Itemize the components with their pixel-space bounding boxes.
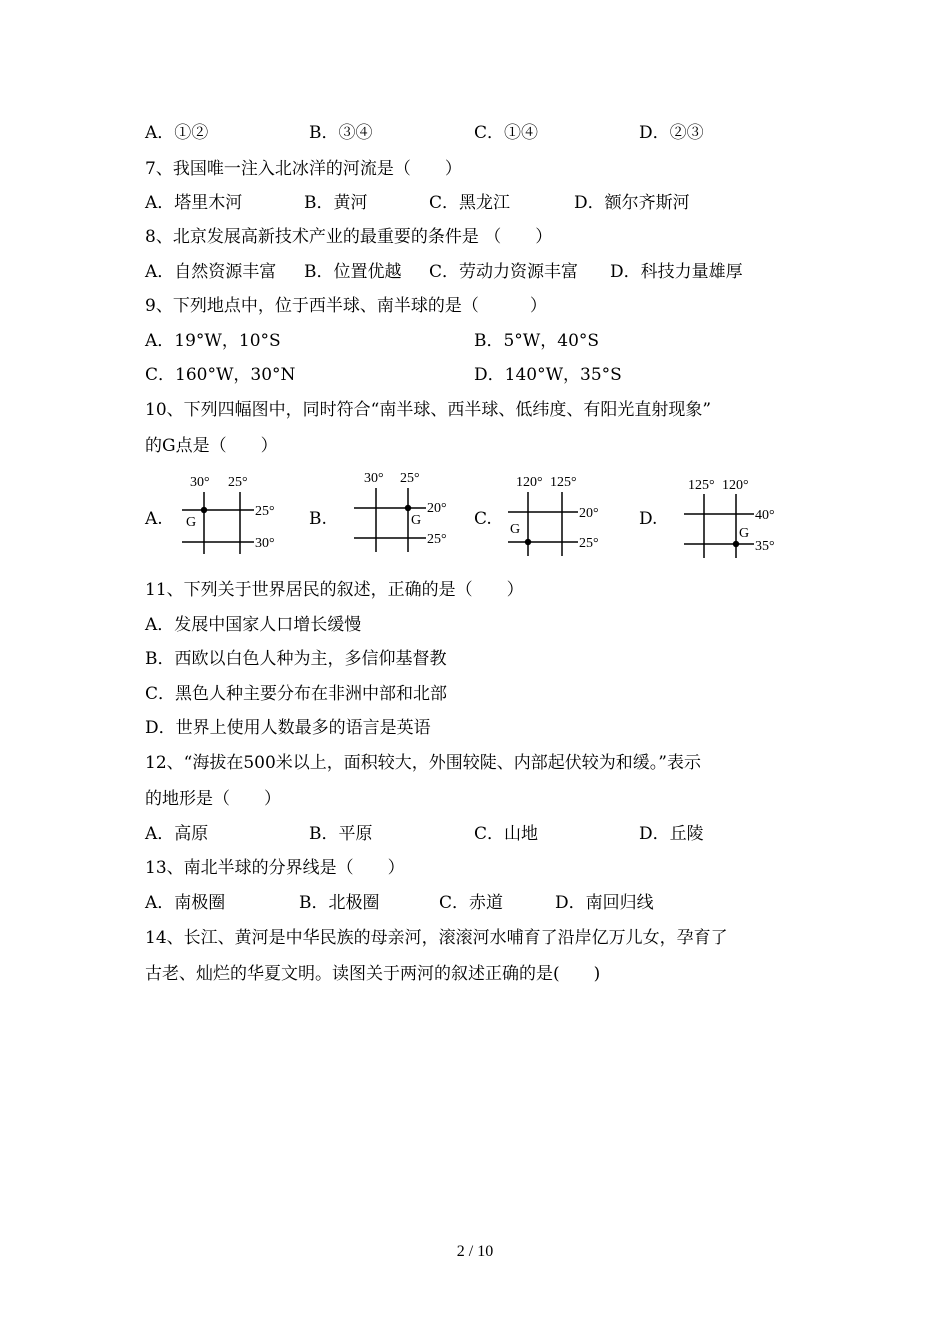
q10-figure-d [680,470,792,562]
q9-stem: 9、下列地点中，位于西半球、南半球的是（ ） [145,296,547,316]
figure-b-point-dot [405,505,411,511]
q12-option-b: B．平原 [309,824,373,844]
q6-option-b: B．③④ [309,123,373,143]
q10-figure-b [350,470,460,562]
figure-b-right-label-2: 25° [427,532,447,547]
figure-d-right-label-2: 35° [755,539,775,554]
q12-stem-line1: 12、“海拔在500米以上，面积较大，外围较陡、内部起伏较为和缓。”表示 [145,753,701,773]
q13-option-c: C．赤道 [439,893,504,913]
q8-option-c: C．劳动力资源丰富 [429,262,579,282]
q10-option-a-letter: A. [145,509,163,529]
q10-option-b-letter: B. [309,509,327,529]
figure-a-right-label-1: 25° [255,504,275,519]
figure-a-point-label: G [186,515,197,530]
q9-option-a: A．19°W，10°S [145,331,281,351]
q9-option-b: B．5°W，40°S [474,331,600,351]
q7-stem: 7、我国唯一注入北冰洋的河流是（ ） [145,159,462,179]
q8-stem: 8、北京发展高新技术产业的最重要的条件是 （ ） [145,227,553,247]
q10-figure-c [504,470,616,562]
q8-option-a: A．自然资源丰富 [145,262,277,282]
figure-d-top-label-1: 125° [688,478,715,493]
q7-option-d: D．额尔齐斯河 [574,193,690,213]
figure-c-point-dot [525,539,531,545]
q14-stem-line1: 14、长江、黄河是中华民族的母亲河，滚滚河水哺育了沿岸亿万儿女，孕育了 [145,928,728,948]
page-number: 2 / 10 [456,1243,494,1260]
q11-option-a: A．发展中国家人口增长缓慢 [145,615,362,635]
figure-b-top-label-2: 25° [400,471,420,486]
q11-stem: 11、下列关于世界居民的叙述，正确的是（ ） [145,580,524,600]
figure-d-point-dot [733,541,739,547]
figure-b-top-label-1: 30° [364,471,384,486]
q10-figure-a [178,470,288,562]
q12-stem-line2: 的地形是（ ） [145,789,281,809]
figure-c-top-label-1: 120° [516,475,543,490]
q7-option-c: C．黑龙江 [429,193,511,213]
q11-option-b: B．西欧以白色人种为主，多信仰基督教 [145,649,447,669]
figure-b-right-label-1: 20° [427,501,447,516]
q7-option-a: A．塔里木河 [145,193,243,213]
q6-option-a: A．①② [145,123,209,143]
q14-stem-line2: 古老、灿烂的华夏文明。读图关于两河的叙述正确的是( ) [145,964,601,984]
figure-b-point-label: G [411,513,422,528]
q6-option-d: D．②③ [639,123,704,143]
figure-c-right-label-1: 20° [579,506,599,521]
q9-option-d: D．140°W，35°S [474,365,622,385]
figure-c-top-label-2: 125° [550,475,577,490]
q6-option-c: C．①④ [474,123,539,143]
figure-c-point-label: G [510,522,521,537]
q12-option-a: A．高原 [145,824,209,844]
figure-c-right-label-2: 25° [579,536,599,551]
figure-d-top-label-2: 120° [722,478,749,493]
q8-option-b: B．位置优越 [304,262,402,282]
figure-a-right-label-2: 30° [255,536,275,551]
q11-option-d: D．世界上使用人数最多的语言是英语 [145,718,431,738]
q8-option-d: D．科技力量雄厚 [610,262,743,282]
q9-option-c: C．160°W，30°N [145,365,296,385]
q12-option-d: D．丘陵 [639,824,704,844]
q13-option-d: D．南回归线 [555,893,654,913]
q12-option-c: C．山地 [474,824,539,844]
q7-option-b: B．黄河 [304,193,368,213]
q13-stem: 13、南北半球的分界线是（ ） [145,858,405,878]
q10-stem-line2: 的G点是（ ） [145,436,278,456]
figure-a-top-label-2: 25° [228,475,248,490]
figure-d-point-label: G [739,526,750,541]
q10-option-c-letter: C. [474,509,492,529]
q13-option-a: A．南极圈 [145,893,226,913]
figure-a-top-label-1: 30° [190,475,210,490]
figure-a-point-dot [201,507,207,513]
q10-option-d-letter: D. [639,509,658,529]
q10-stem-line1: 10、下列四幅图中，同时符合“南半球、西半球、低纬度、有阳光直射现象” [145,400,712,420]
q13-option-b: B．北极圈 [299,893,380,913]
q11-option-c: C．黑色人种主要分布在非洲中部和北部 [145,684,448,704]
figure-d-right-label-1: 40° [755,508,775,523]
